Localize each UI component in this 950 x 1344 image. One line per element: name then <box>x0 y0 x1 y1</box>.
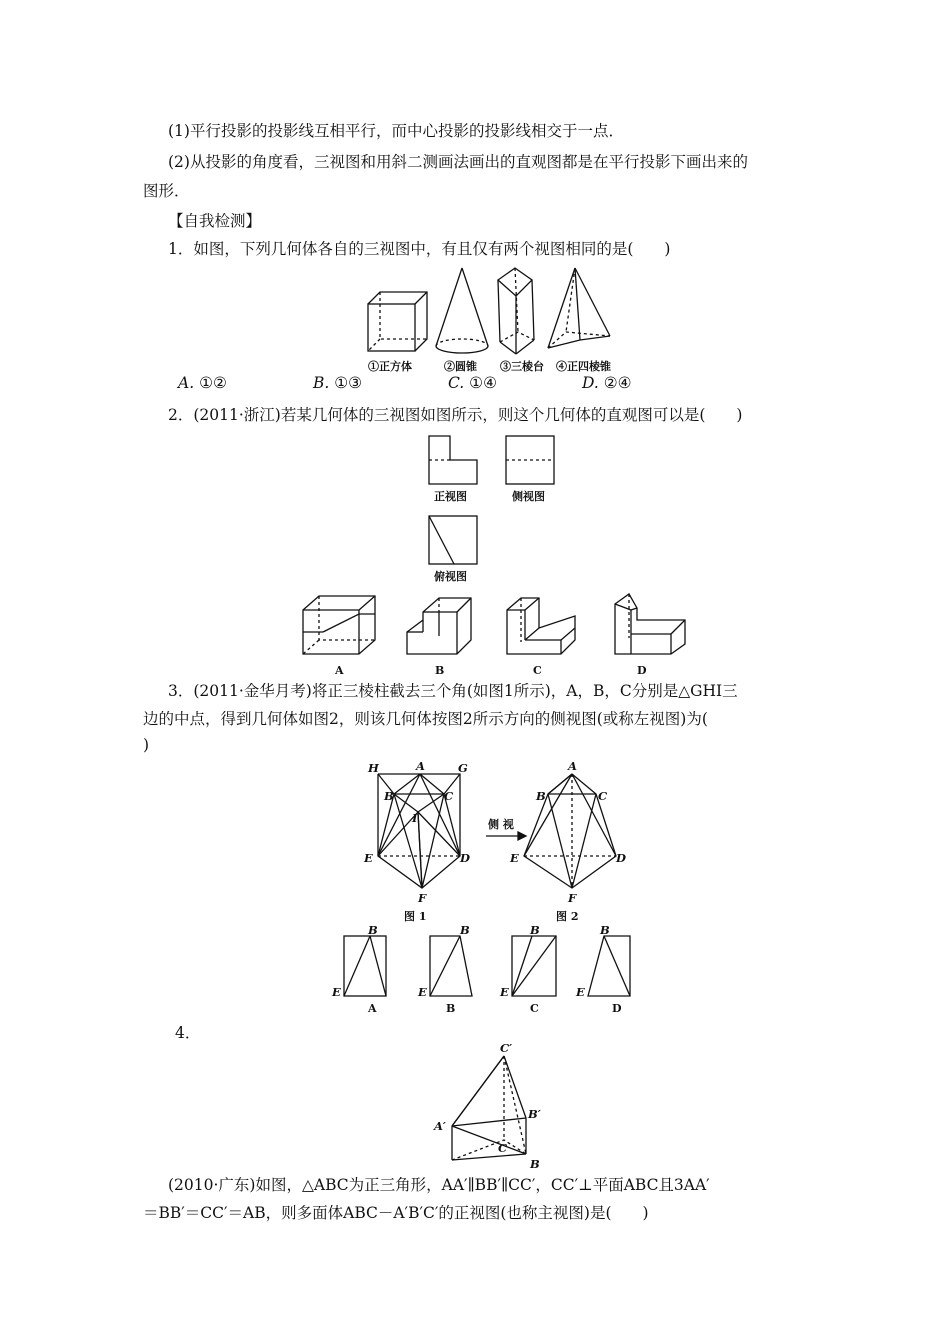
q3-point-c: C <box>444 789 454 803</box>
q3-fig2-point-d: D <box>616 851 626 865</box>
q1-stem: 1．如图，下列几何体各自的三视图中，有且仅有两个视图相同的是( ) <box>168 240 671 258</box>
cube-solid <box>368 292 427 351</box>
q3-stem-1: 3．(2011·金华月考)将正三棱柱截去三个角(如图1所示)，A，B，C分别是△GHI三 <box>168 682 738 700</box>
note-1: (1)平行投影的投影线互相平行，而中心投影的投影线相交于一点． <box>168 122 624 140</box>
q3-choice-b <box>430 936 472 996</box>
q2-choice-a <box>303 596 375 654</box>
q4-point-a1: A′ <box>434 1119 446 1133</box>
q1-fig-label-4: ④正四棱锥 <box>556 360 611 373</box>
q4-point-c: C <box>498 1141 508 1155</box>
q3-point-e: E <box>364 851 373 865</box>
q3-arrow-label: 侧 视 <box>488 818 514 831</box>
q3-choice-label-c: C <box>530 1002 539 1015</box>
q3-point-i: I <box>412 811 418 825</box>
section-title: 【自我检测】 <box>168 212 262 230</box>
q3-point-a: A <box>416 759 425 773</box>
q2-stem: 2．(2011·浙江)若某几何体的三视图如图所示，则这个几何体的直观图可以是( ) <box>168 406 743 424</box>
q2-choice-b <box>407 598 471 654</box>
q3-fig2-point-f: F <box>568 891 577 905</box>
side-view <box>506 436 554 484</box>
q4-point-b: B <box>530 1157 540 1171</box>
q3-point-f: F <box>418 891 427 905</box>
q3-choice-a <box>344 936 386 996</box>
q4-point-b1: B′ <box>528 1107 541 1121</box>
q4-stem-2: ＝BB′＝CC′＝AB，则多面体ABC－A′B′C′的正视图(也称主视图)是( ) <box>143 1204 649 1222</box>
q3-point-b: B <box>384 789 394 803</box>
q3-fig2-point-b: B <box>536 789 546 803</box>
top-view-label: 俯视图 <box>434 570 467 583</box>
q3-choices <box>330 924 650 1016</box>
q4-polyhedron <box>452 1056 526 1160</box>
q2-three-views <box>420 432 570 592</box>
q3-choice-d-point-b: B <box>600 923 610 937</box>
q2-choice-label-c: C <box>533 664 542 677</box>
q1-option-b[interactable]: B. ①③ <box>313 374 363 392</box>
q3-choice-label-b: B <box>446 1002 456 1015</box>
q4-point-c1: C′ <box>500 1041 513 1055</box>
q3-point-h: H <box>368 761 379 775</box>
q4-stem-1: (2010·广东)如图，△ABC为正三角形，AA′∥BB′∥CC′，CC′⊥平面ABC且3AA′ <box>168 1176 710 1194</box>
q3-point-g: G <box>458 761 468 775</box>
q3-choice-b-point-e: E <box>418 985 427 999</box>
q4-number: 4． <box>175 1024 201 1042</box>
q3-choice-d <box>588 936 630 996</box>
q3-choice-c <box>512 936 556 996</box>
q2-choice-label-d: D <box>637 664 647 677</box>
q3-fig2-point-e: E <box>510 851 519 865</box>
q2-choice-label-b: B <box>435 664 445 677</box>
q1-figure <box>360 262 630 374</box>
q3-choice-a-point-e: E <box>332 985 341 999</box>
q3-choice-c-point-b: B <box>530 923 540 937</box>
q3-choice-c-point-e: E <box>500 985 509 999</box>
front-view <box>429 436 477 484</box>
q1-fig-label-3: ③三棱台 <box>500 360 544 373</box>
front-view-label: 正视图 <box>434 490 467 503</box>
q3-choice-b-point-b: B <box>460 923 470 937</box>
cone-solid <box>436 268 488 353</box>
q3-fig2-label: 图 2 <box>556 910 579 923</box>
q2-choice-d <box>615 594 685 654</box>
note-2-line-1: (2)从投影的角度看，三视图和用斜二测画法画出的直观图都是在平行投影下画出来的 <box>168 153 748 171</box>
q1-option-d[interactable]: D. ②④ <box>582 374 632 392</box>
q1-fig-label-2: ②圆锥 <box>444 360 477 373</box>
q3-stem-2: 边的中点，得到几何体如图2，则该几何体按图2所示方向的侧视图(或称左视图)为( <box>143 710 708 728</box>
triangular-frustum-solid <box>498 268 534 354</box>
q3-fig2-point-c: C <box>598 789 608 803</box>
square-pyramid-solid <box>548 268 610 348</box>
q2-choices <box>295 590 695 680</box>
q3-choice-a-point-b: B <box>368 923 378 937</box>
q1-option-c[interactable]: C. ①④ <box>448 374 497 392</box>
q3-figures <box>360 758 640 930</box>
q3-choice-d-point-e: E <box>576 985 585 999</box>
q2-choice-c <box>507 598 575 654</box>
q3-choice-label-d: D <box>612 1002 622 1015</box>
q3-choice-label-a: A <box>368 1002 377 1015</box>
q1-option-a[interactable]: A. ①② <box>178 374 227 392</box>
q1-fig-label-1: ①正方体 <box>368 360 412 373</box>
note-2-line-2: 图形． <box>143 182 190 200</box>
q3-stem-3: ) <box>143 736 150 754</box>
side-view-label: 侧视图 <box>512 490 545 503</box>
q3-fig2-point-a: A <box>568 759 577 773</box>
q3-arrow-head <box>518 832 526 840</box>
top-view <box>429 516 477 564</box>
q3-point-d: D <box>460 851 470 865</box>
q4-figure <box>430 1041 560 1174</box>
q2-choice-label-a: A <box>335 664 344 677</box>
q3-fig1-label: 图 1 <box>404 910 427 923</box>
